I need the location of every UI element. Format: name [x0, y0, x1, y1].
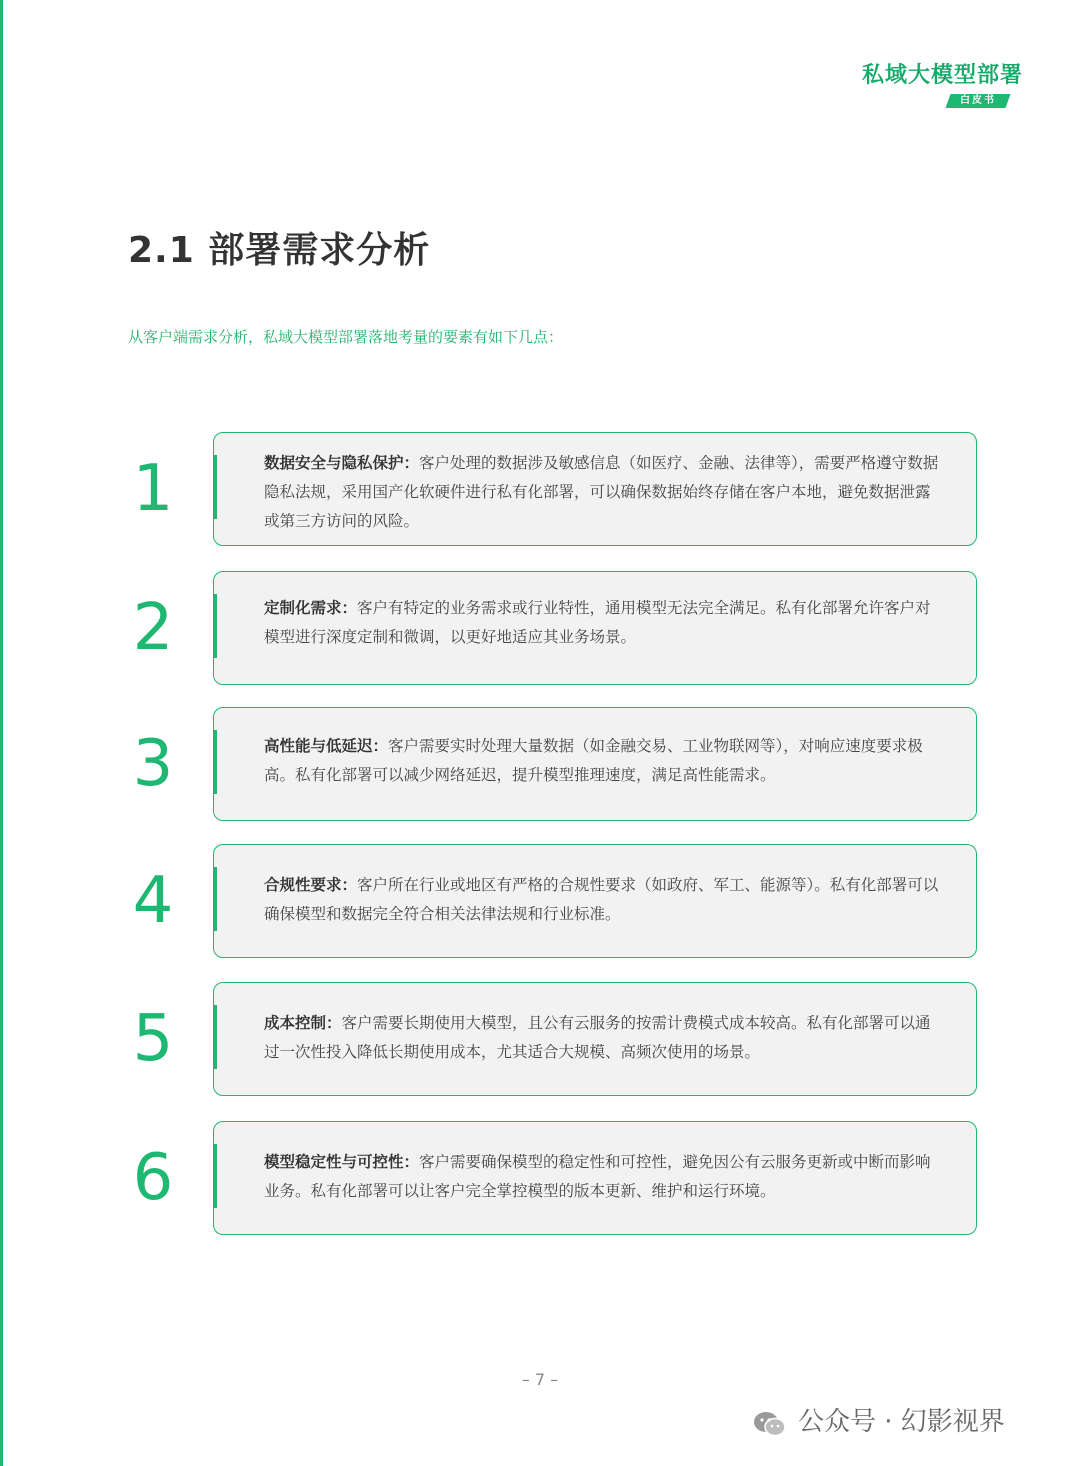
card-body: 客户需要实时处理大量数据（如金融交易、工业物联网等），对响应速度要求极高。私有化部署可以减少网络延迟，提升模型推理速度，满足高性能需求。 [264, 737, 923, 784]
item-number: 5 [132, 1002, 174, 1076]
brand-tag-label: 白皮书 [960, 95, 996, 106]
page-title: 2.1 部署需求分析 [128, 230, 431, 271]
card-text [264, 1009, 939, 1067]
card-text [264, 732, 939, 790]
card-title: 合规性要求： [264, 876, 358, 894]
card-text [264, 594, 939, 652]
page-number: – 7 – [521, 1370, 559, 1389]
intro-text: 从客户端需求分析，私域大模型部署落地考量的要素有如下几点： [128, 328, 564, 346]
wechat-icon [752, 1410, 788, 1438]
requirement-card [213, 707, 977, 821]
card-text [264, 871, 939, 929]
card-accent-bar [214, 455, 217, 519]
brand-tag [945, 94, 1010, 108]
card-title: 定制化需求： [264, 599, 358, 617]
card-body: 客户处理的数据涉及敏感信息（如医疗、金融、法律等），需要严格遵守数据隐私法规，采用国产化软硬件进行私有化部署，可以确保数据始终存储在客户本地，避免数据泄露或第三方访问的风险。 [264, 454, 939, 530]
brand-logo [862, 58, 1022, 114]
card-accent-bar [214, 594, 217, 658]
requirement-item [0, 844, 1080, 958]
card-body: 客户需要长期使用大模型，且公有云服务的按需计费模式成本较高。私有化部署可以通过一次性投入降低长期使用成本，尤其适合大规模、高频次使用的场景。 [264, 1014, 931, 1061]
requirement-card [213, 1121, 977, 1235]
item-number: 3 [132, 727, 174, 801]
card-title: 高性能与低延迟： [264, 737, 389, 755]
card-accent-bar [214, 1144, 217, 1208]
brand-title: 私域大模型部署 [862, 63, 1024, 88]
item-number: 4 [132, 864, 174, 938]
item-number: 2 [132, 591, 174, 665]
card-accent-bar [214, 730, 217, 794]
card-title: 数据安全与隐私保护： [264, 454, 420, 472]
card-accent-bar [214, 867, 217, 931]
requirement-item [0, 982, 1080, 1096]
item-number: 6 [132, 1141, 174, 1215]
card-body: 客户所在行业或地区有严格的合规性要求（如政府、军工、能源等）。私有化部署可以确保模型和数据完全符合相关法律法规和行业标准。 [264, 876, 939, 923]
requirement-card [213, 982, 977, 1096]
requirement-card [213, 432, 977, 546]
watermark-text: 公众号 · 幻影视界 [798, 1407, 1005, 1437]
requirement-item [0, 707, 1080, 821]
card-text [264, 449, 939, 536]
card-body: 客户需要确保模型的稳定性和可控性，避免因公有云服务更新或中断而影响业务。私有化部署可以让客户完全掌控模型的版本更新、维护和运行环境。 [264, 1153, 931, 1200]
requirement-item [0, 1121, 1080, 1235]
requirement-card [213, 571, 977, 685]
item-number: 1 [132, 452, 174, 526]
card-accent-bar [214, 1005, 217, 1069]
requirement-item [0, 571, 1080, 685]
requirement-card [213, 844, 977, 958]
requirement-item [0, 432, 1080, 546]
card-title: 模型稳定性与可控性： [264, 1153, 420, 1171]
card-title: 成本控制： [264, 1014, 342, 1032]
card-text [264, 1148, 939, 1206]
card-body: 客户有特定的业务需求或行业特性，通用模型无法完全满足。私有化部署允许客户对模型进行深度定制和微调，以更好地适应其业务场景。 [264, 599, 931, 646]
